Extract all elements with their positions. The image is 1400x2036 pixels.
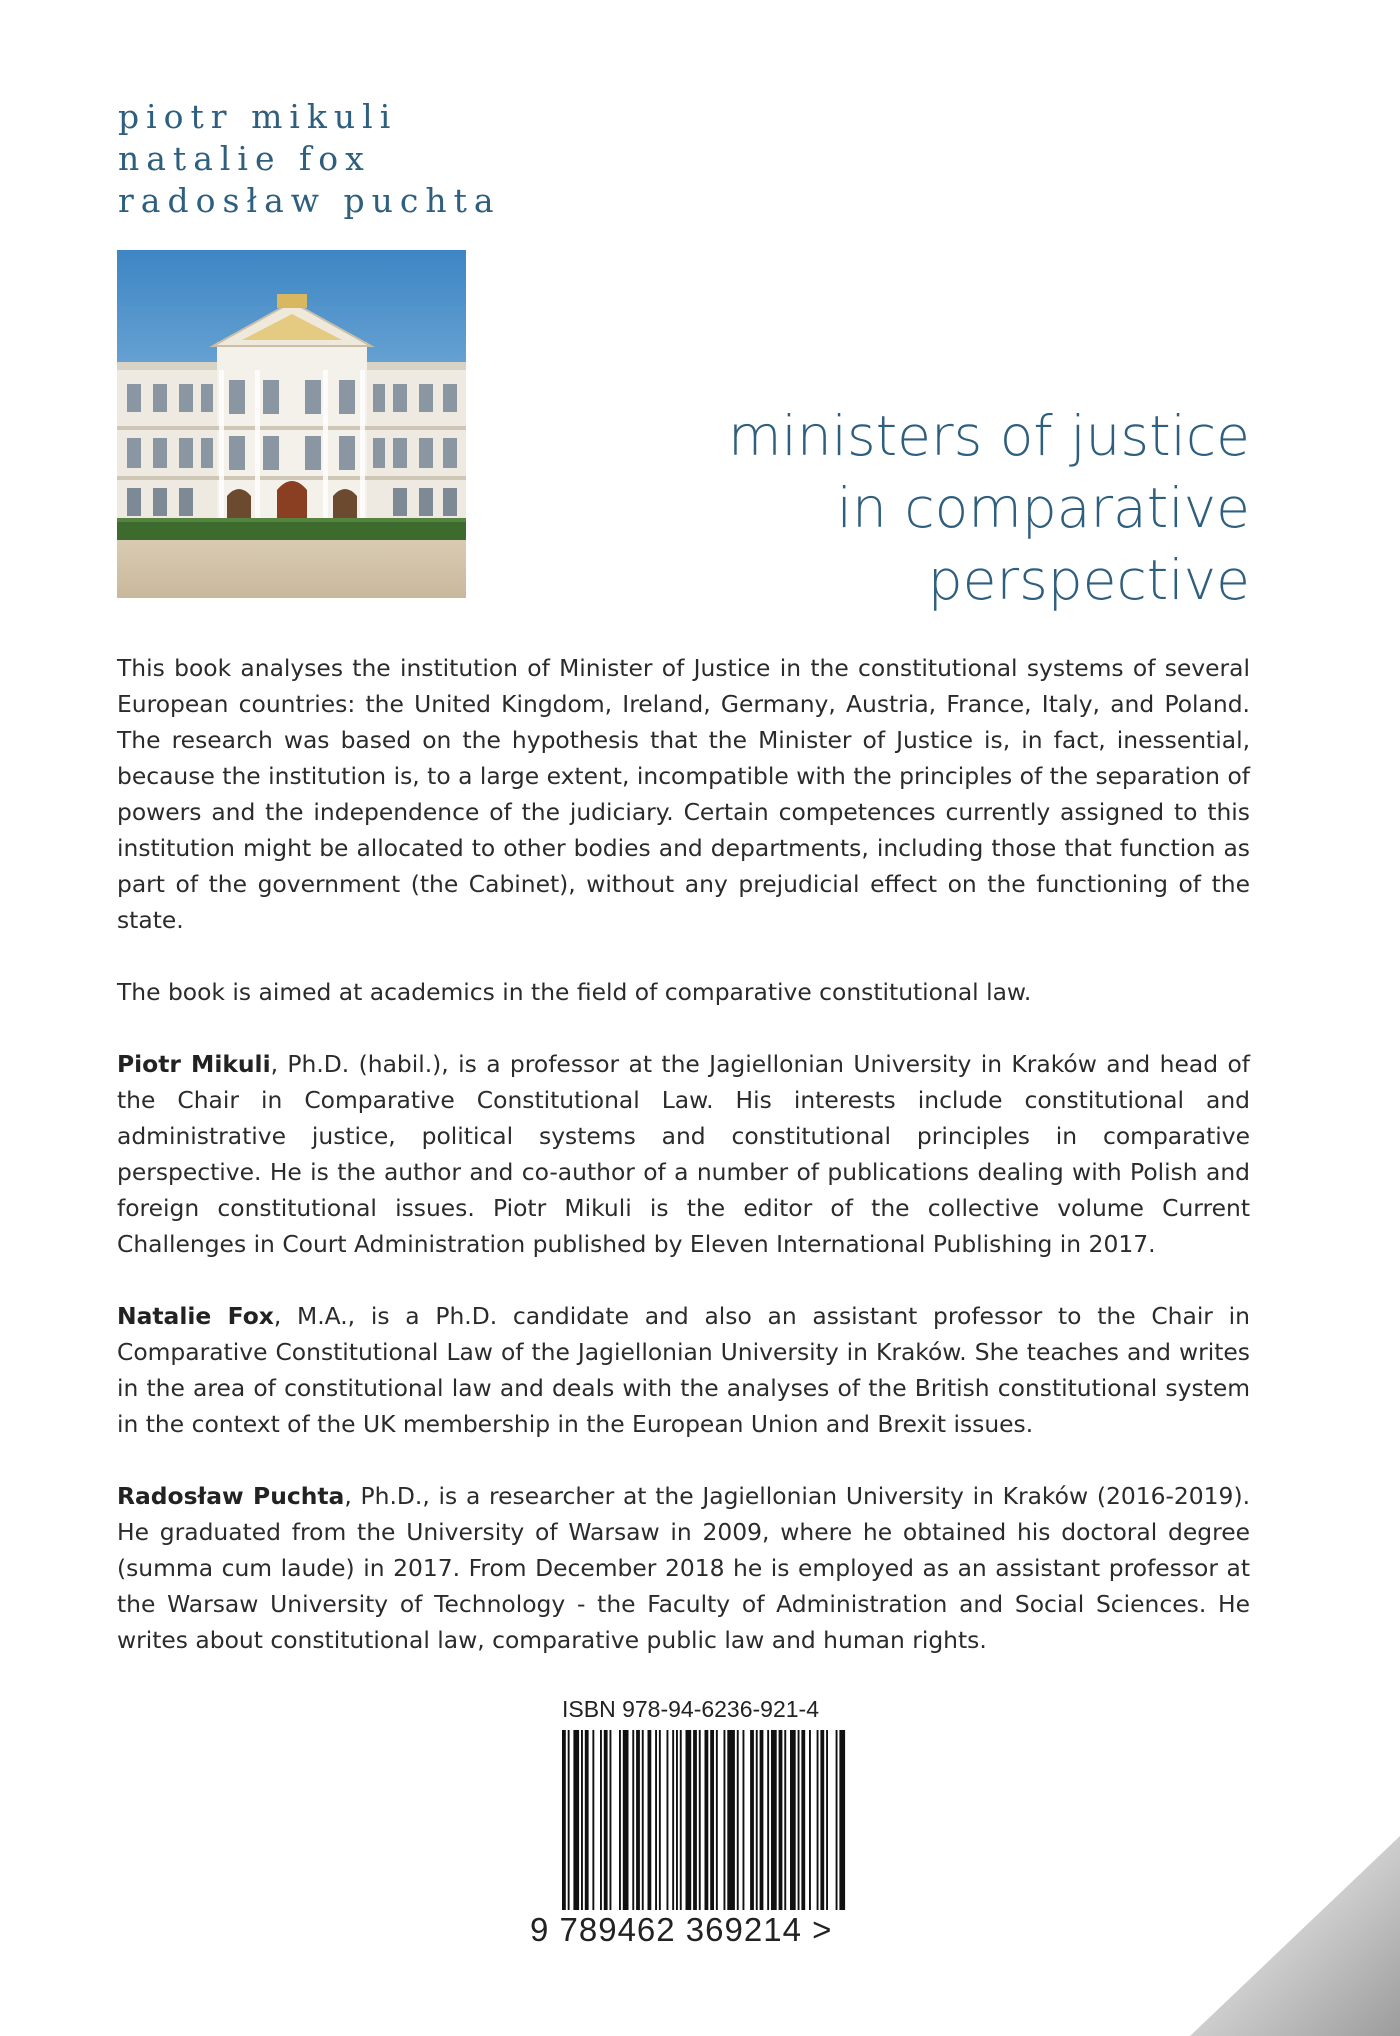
author-bio bbox=[117, 1478, 1250, 1658]
barcode-bar bbox=[648, 1730, 652, 1910]
description-paragraph: This book analyses the institution of Minister of Justice in the constitutional systems of several European countries: the United Kingdom, Ireland, Germany, Austria, France, Italy, and Poland. The research was based on the hypothesis that the Minister of Justice is, in fact, inessential, because the institution is, to a large extent, incompatible with the principles of the separation of powers and the independence of the judiciary. Certain competences currently assigned to this institution might be allocated to other bodies and departments, including those that function as part of the government (the Cabinet), without any prejudicial effect on the functioning of the state. bbox=[117, 654, 1250, 934]
barcode-bar bbox=[632, 1730, 634, 1910]
barcode-bar bbox=[623, 1730, 629, 1910]
author-bio bbox=[117, 1046, 1250, 1262]
barcode-bar bbox=[604, 1730, 608, 1910]
barcode-bar bbox=[750, 1730, 754, 1910]
barcode-bar bbox=[756, 1730, 758, 1910]
barcode-bar bbox=[779, 1730, 783, 1910]
bio-name: Piotr Mikuli bbox=[117, 1050, 271, 1078]
barcode-bar bbox=[826, 1730, 828, 1910]
author-name: piotr mikuli bbox=[118, 97, 398, 136]
bio-name: Radosław Puchta bbox=[117, 1482, 345, 1510]
title-line: ministers of justice bbox=[727, 404, 1250, 468]
title-line: perspective bbox=[927, 548, 1250, 612]
barcode-bar bbox=[801, 1730, 805, 1910]
author-name: radosław puchta bbox=[118, 181, 501, 220]
barcode-bar bbox=[659, 1730, 661, 1910]
barcode-bar bbox=[676, 1730, 678, 1910]
barcode-bar bbox=[642, 1730, 644, 1910]
barcode-bar bbox=[767, 1730, 769, 1910]
book-title bbox=[728, 400, 1250, 616]
bio-text: , Ph.D., is a researcher at the Jagiellonian University in Kraków (2016-2019). He graduated from the University of Warsaw in 2009, where he obtained his doctoral degree (summa cum laude) in 2017. From December 2018 he is employed as an assistant professor at the Warsaw University of Technology - the Faculty of Administration and Social Sciences. He writes about constitutional law, comparative public law and human rights. bbox=[117, 1482, 1251, 1654]
bio-text: , M.A., is a Ph.D. candidate and also an assistant professor to the Chair in Comparative Constitutional Law of the Jagiellonian University in Kraków. She teaches and writes in the area of constitutional law and deals with the analyses of the British constitutional system in the context of the UK membership in the European Union and Brexit issues. bbox=[117, 1302, 1250, 1438]
barcode-bar bbox=[798, 1730, 800, 1910]
title-line: in comparative bbox=[836, 476, 1250, 540]
bio-text: , Ph.D. (habil.), is a professor at the Jagiellonian University in Kraków and head of the Chair in Comparative Constitutional Law. His interests include constitutional and administrative justice, political systems and constitutional principles in comparative perspective. He is the author and co-author of a number of publications dealing with Polish and foreign constitutional issues. Piotr Mikuli is the editor of the collective volume Current Challenges in Court Administration published by Eleven International Publishing in 2017. bbox=[117, 1050, 1250, 1258]
cover-text bbox=[117, 650, 1250, 1694]
barcode-bar bbox=[610, 1730, 612, 1910]
bio-name: Natalie Fox bbox=[117, 1302, 274, 1330]
isbn-label: ISBN 978-94-6236-921-4 bbox=[562, 1696, 819, 1722]
barcode-bar bbox=[573, 1730, 579, 1910]
barcode-bar bbox=[790, 1730, 796, 1910]
barcode-bar bbox=[699, 1730, 701, 1910]
barcode-bar bbox=[839, 1730, 845, 1910]
barcode-bar bbox=[600, 1730, 602, 1910]
barcode-digits: 9 789462 369214 > bbox=[530, 1911, 833, 1948]
barcode-bar bbox=[672, 1730, 674, 1910]
author-name: natalie fox bbox=[118, 139, 371, 178]
author-bio bbox=[117, 1298, 1250, 1442]
barcode-bar bbox=[716, 1730, 718, 1910]
palace-photo bbox=[117, 250, 466, 598]
barcode-bar bbox=[809, 1730, 811, 1910]
barcode-bar bbox=[693, 1730, 697, 1910]
barcode-bar bbox=[743, 1730, 745, 1910]
barcode-bar bbox=[619, 1730, 621, 1910]
barcode-bar bbox=[724, 1730, 726, 1910]
barcode-bar bbox=[680, 1730, 682, 1910]
barcode-bar bbox=[655, 1730, 657, 1910]
barcode-bar bbox=[760, 1730, 764, 1910]
barcode-bar bbox=[562, 1730, 566, 1910]
barcode-bar bbox=[581, 1730, 583, 1910]
barcode-bar bbox=[727, 1730, 735, 1910]
audience-paragraph: The book is aimed at academics in the field of comparative constitutional law. bbox=[117, 978, 1032, 1006]
barcode-bar bbox=[568, 1730, 570, 1910]
barcode-bar bbox=[705, 1730, 709, 1910]
page-corner-shadow bbox=[1190, 1836, 1400, 2036]
barcode-bar bbox=[817, 1730, 819, 1910]
barcode-bar bbox=[636, 1730, 640, 1910]
barcode-bars bbox=[562, 1730, 852, 1920]
isbn-barcode bbox=[530, 1696, 860, 1956]
barcode-bar bbox=[592, 1730, 594, 1910]
barcode-bar bbox=[784, 1730, 786, 1910]
barcode-bar bbox=[667, 1730, 669, 1910]
author-list bbox=[118, 96, 501, 222]
barcode-bar bbox=[771, 1730, 777, 1910]
barcode-bar bbox=[710, 1730, 714, 1910]
barcode-bar bbox=[820, 1730, 824, 1910]
barcode-bar bbox=[585, 1730, 589, 1910]
barcode-bar bbox=[737, 1730, 739, 1910]
barcode-bar bbox=[836, 1730, 838, 1910]
barcode-bar bbox=[686, 1730, 692, 1910]
